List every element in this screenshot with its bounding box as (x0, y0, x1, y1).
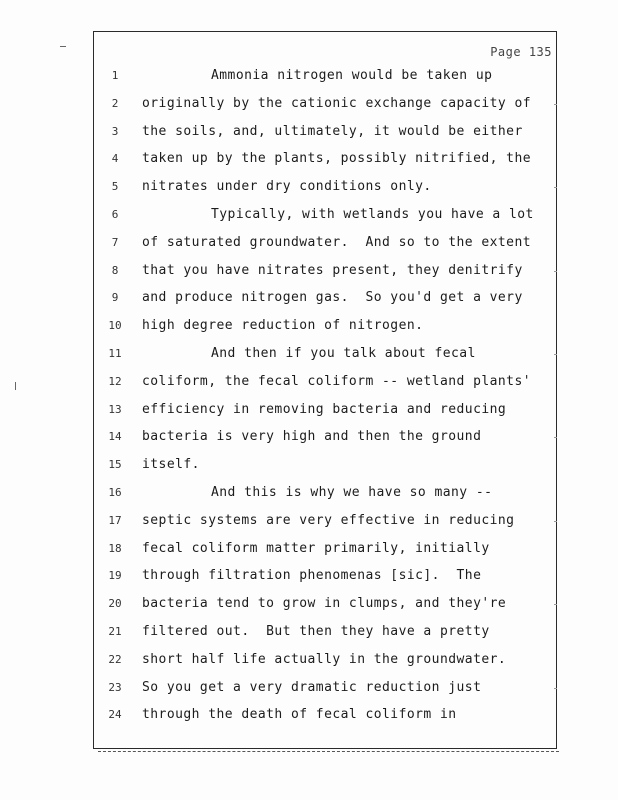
line-number: 8 (111, 264, 119, 277)
transcript-line: septic systems are very effective in reducing (142, 513, 515, 528)
margin-tick (554, 271, 557, 272)
margin-tick (554, 104, 557, 105)
line-number: 19 (108, 569, 122, 582)
transcript-line: originally by the cationic exchange capacity of (142, 96, 532, 111)
line-number: 4 (111, 152, 119, 165)
line-number: 11 (108, 347, 122, 360)
transcript-line: filtered out. But then they have a pretty (142, 624, 490, 639)
margin-tick (554, 187, 557, 188)
margin-tick (554, 437, 557, 438)
margin-tick (554, 354, 557, 355)
transcript-line: bacteria is very high and then the ground (142, 429, 482, 444)
transcript-line: itself. (142, 457, 200, 472)
line-number: 14 (108, 430, 122, 443)
transcript-line: and produce nitrogen gas. So you'd get a very (142, 290, 523, 305)
transcript-line: coliform, the fecal coliform -- wetland plants' (142, 374, 532, 389)
line-number: 1 (111, 69, 119, 82)
line-number: 20 (108, 597, 122, 610)
line-number: 7 (111, 236, 119, 249)
line-number: 9 (111, 291, 119, 304)
line-number: 22 (108, 653, 122, 666)
transcript-line: Typically, with wetlands you have a lot (211, 207, 534, 222)
transcript-line: So you get a very dramatic reduction just (142, 680, 482, 695)
margin-tick (554, 521, 557, 522)
transcript-line: the soils, and, ultimately, it would be either (142, 124, 523, 139)
transcript-line: And this is why we have so many -- (211, 485, 493, 500)
line-number: 24 (108, 708, 122, 721)
line-number: 5 (111, 180, 119, 193)
line-number: 17 (108, 514, 122, 527)
transcript-line: that you have nitrates present, they denitrify (142, 263, 523, 278)
left-margin-mark (60, 46, 66, 47)
margin-tick (554, 688, 557, 689)
transcript-line: nitrates under dry conditions only. (142, 179, 432, 194)
line-number: 18 (108, 542, 122, 555)
transcript-line: Ammonia nitrogen would be taken up (211, 68, 493, 83)
margin-tick (554, 604, 557, 605)
line-number: 16 (108, 486, 122, 499)
line-number: 2 (111, 97, 119, 110)
transcript-line: through filtration phenomenas [sic]. The (142, 568, 482, 583)
line-number: 15 (108, 458, 122, 471)
transcript-line: efficiency in removing bacteria and reducing (142, 402, 507, 417)
line-number: 13 (108, 403, 122, 416)
transcript-line: taken up by the plants, possibly nitrified, the (142, 151, 532, 166)
transcript-line: bacteria tend to grow in clumps, and they're (142, 596, 507, 611)
page-number: Page 135 (490, 45, 552, 59)
line-number: 21 (108, 625, 122, 638)
transcript-line: of saturated groundwater. And so to the extent (142, 235, 532, 250)
transcript-line: And then if you talk about fecal (211, 346, 476, 361)
transcript-line: through the death of fecal coliform in (142, 707, 457, 722)
transcript-line: short half life actually in the groundwater. (142, 652, 507, 667)
transcript-line: high degree reduction of nitrogen. (142, 318, 424, 333)
line-number: 3 (111, 125, 119, 138)
line-number: 6 (111, 208, 119, 221)
line-number: 10 (108, 319, 122, 332)
binding-mark (15, 382, 16, 390)
transcript-line: fecal coliform matter primarily, initially (142, 541, 490, 556)
line-number: 23 (108, 681, 122, 694)
line-number: 12 (108, 375, 122, 388)
